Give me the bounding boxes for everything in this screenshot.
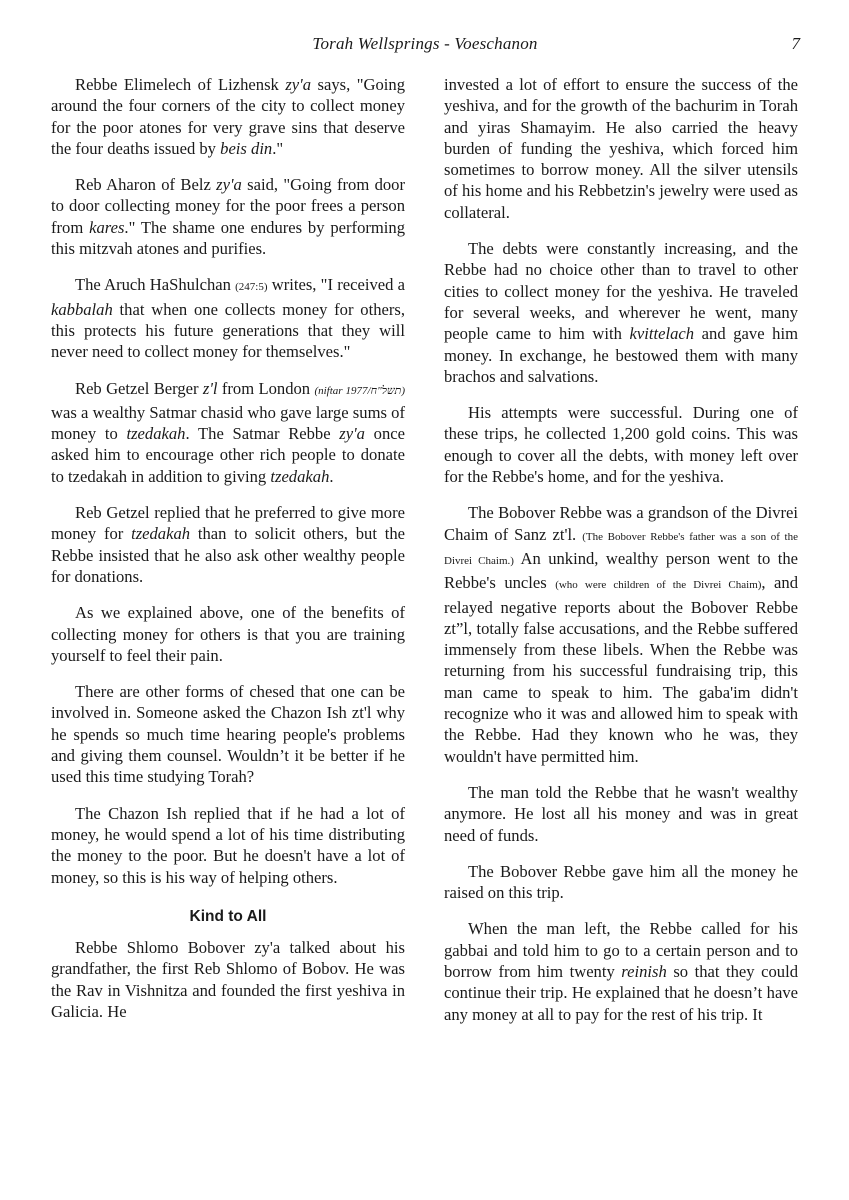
page-header bbox=[50, 34, 800, 58]
right-column bbox=[444, 74, 798, 1040]
paragraph: The Bobover Rebbe gave him all the money he raised on this trip. bbox=[444, 861, 798, 903]
paragraph: The debts were constantly increasing, and the Rebbe had no choice other than to travel to other cities to collect money for the yeshiva. He traveled for several weeks, and wherever he went, many people came to him with kvittelach and gave him money. In exchange, he bestowed them with many brachos and salvations. bbox=[444, 239, 798, 386]
paragraph: When the man left, the Rebbe called for his gabbai and told him to go to a certain person and to borrow from him twenty reinish so that they could continue their trip. He explained that he doesn’t have any money at all to pay for the rest of his trip. It bbox=[444, 919, 798, 1024]
running-title: Torah Wellsprings - Voeschanon bbox=[312, 34, 538, 53]
paragraph: Reb Getzel Berger z'l from London (niftar 1977/תשל"ח) was a wealthy Satmar chasid who gave large sums of money to tzedakah. The Satmar Rebbe zy'a once asked him to encourage other rich people to donate to tzedakah in addition to giving tzedakah. bbox=[51, 378, 406, 486]
page-number: 7 bbox=[791, 34, 800, 53]
paragraph: The Bobover Rebbe was a grandson of the Divrei Chaim of Sanz zt'l. (The Bobover Rebbe's father was a son of the Divrei Chaim.) An unkind, wealthy person went to the Rebbe's uncles (who were children of the Divrei Chaim), and relayed negative reports about the Bobover Rebbe zt”l, totally false accusations, and the Rebbe suffered immensely from these libels. When the Rebbe was returning from his successful fundraising trip, this man came to speak to him. The gaba'im didn't recognize who it was and allowed him to speak with the Rebbe. Had they known who he was, they wouldn't have permitted him. bbox=[444, 503, 799, 766]
paragraph: The Chazon Ish replied that if he had a lot of money, he would spend a lot of his time distributing the money to the poor. But he doesn't have a lot of money, so this is his way of helping others. bbox=[51, 803, 405, 887]
paragraph: Reb Aharon of Belz zy'a said, "Going from door to door collecting money for the poor frees a person from kares." The shame one endures by performing this mitzvah atones and purifies. bbox=[51, 175, 406, 259]
paragraph: invested a lot of effort to ensure the success of the yeshiva, and for the growth of the bachurim in Torah and yiras Shamayim. He also carried the heavy burden of funding the yeshiva, which forced him sometimes to borrow money. All the silver utensils of his home and his Rebbetzin's jewelry were used as collateral. bbox=[444, 75, 798, 222]
paragraph: As we explained above, one of the benefits of collecting money for others is that you are training yourself to feel their pain. bbox=[51, 603, 405, 665]
paragraph: His attempts were successful. During one of these trips, he collected 1,200 gold coins. This was enough to cover all the debts, with money left over for the Rebbe's home, and for the yeshiva. bbox=[444, 403, 798, 487]
section-heading: Kind to All bbox=[189, 907, 267, 925]
left-column bbox=[51, 74, 405, 1037]
paragraph: The Aruch HaShulchan (247:5) writes, "I received a kabbalah that when one collects money for others, this protects his future generations that they will never need to collect money for themselves." bbox=[51, 275, 405, 362]
paragraph: There are other forms of chesed that one can be involved in. Someone asked the Chazon Ish zt'l why he spends so much time hearing people's problems and giving them counsel. Wouldn’t it be better if he used this time studying Torah? bbox=[51, 682, 405, 787]
paragraph: Reb Getzel replied that he preferred to give more money for tzedakah than to solicit others, but the Rebbe insisted that he also ask other wealthy people for donations. bbox=[51, 503, 405, 586]
paragraph: The man told the Rebbe that he wasn't wealthy anymore. He lost all his money and was in great need of funds. bbox=[444, 782, 798, 845]
paragraph: Rebbe Elimelech of Lizhensk zy'a says, "Going around the four corners of the city to collect money for the poor atones for very grave sins that deserve the four deaths issued by beis din." bbox=[51, 75, 405, 158]
paragraph: Rebbe Shlomo Bobover zy'a talked about his grandfather, the first Reb Shlomo of Bobov. He was the Rav in Vishnitza and founded the first yeshiva in Galicia. He bbox=[51, 938, 405, 1021]
